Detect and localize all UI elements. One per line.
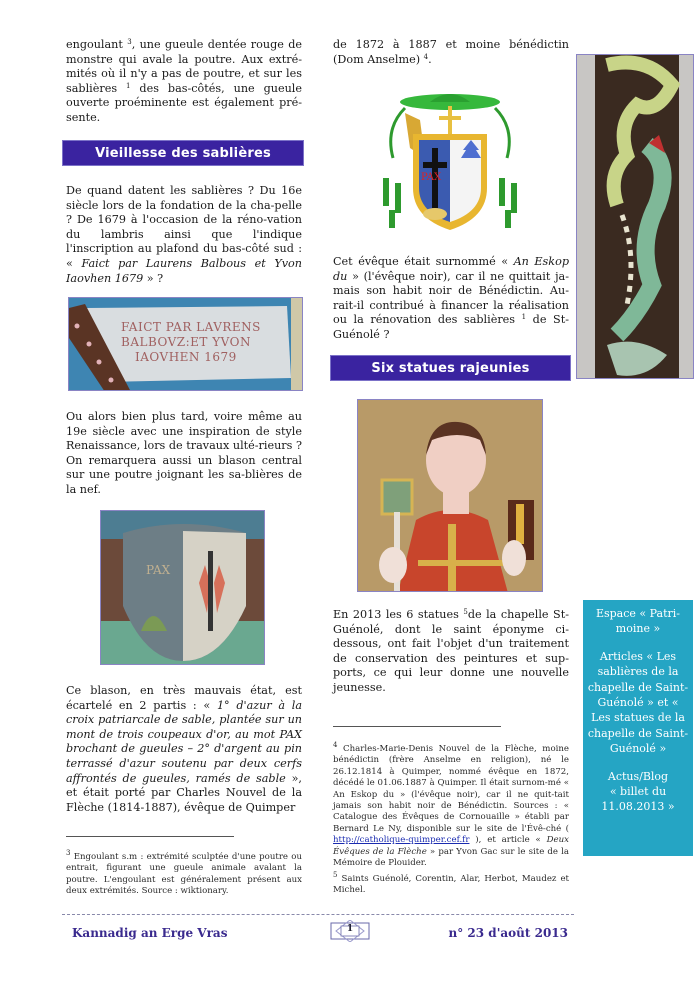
saint-statue-illustration: [358, 400, 543, 592]
section-heading-vieillesse: Vieillesse des sablières: [62, 140, 304, 166]
col1-paragraph-3: Ou alors bien plus tard, voire même au 19e siècle avec une inspiration de style Renaissance, lors de travaux ulté-rieurs ? On remarquera aussi un blason central sur une poutre joignant les sa-blières de la nef.: [66, 410, 302, 496]
footer-publication-name: Kannadig an Erge Vras: [72, 926, 228, 940]
section-heading-six-statues: Six statues rajeunies: [330, 355, 571, 381]
footnote-ref-1b[interactable]: 1: [521, 313, 527, 322]
footnote-divider-1: [66, 836, 234, 837]
sabliere-carving-photo: [576, 54, 694, 379]
saint-statue-photo: [357, 399, 543, 592]
website-links-box: [583, 600, 693, 856]
col1-paragraph-1: engoulant $^3$, une gueule dentée rouge de monstre qui avale la poutre. Aux extré-mités où il n'y a pas de poutre, et sur les sablières $^1$ des bas-côtés, une gueule ouverte proéminente est également pré-sente.: [66, 38, 302, 124]
page-number-badge: [330, 920, 370, 942]
footnote-ref-5[interactable]: 5: [463, 608, 468, 616]
blason-illustration: [101, 511, 265, 665]
footnote-ref-1[interactable]: 1: [126, 81, 131, 90]
footnote-4: $^4$ Charles-Marie-Denis Nouvel de la Flèche, moine bénédictin (frère Anselme en religion), né le 26.12.1814 à Quimper, nommé évêque en 1872, décédé le 01.06.1887 à Quimper. Il était surnom-mé « An Eskop du » (l'évêque noir), car il ne quit-tait jamais son habit noir de Bénédictin. Sources : « Catalogue des Évêques de Cornouaille » établi par Bernard Le Ny, disponible sur le site de l'Évê-ché ( http://catholique-quimper.cef.fr ), et article « Deux Évêques de la Flèche » par Yvon Gac sur le site de la Mémoire de Plouider.: [333, 741, 569, 869]
col2-paragraph-1: de 1872 à 1887 et moine bénédictin (Dom Anselme) $^4$.: [333, 38, 569, 66]
blason-photo: [100, 510, 265, 665]
sidebar-espace-patrimoine[interactable]: Espace « Patri-moine »: [595, 607, 681, 636]
sidebar-articles[interactable]: Articles « Les sablières de la chapelle de Saint-Guénolé » et « Les statues de la chapelle de Saint-Guénolé »: [587, 649, 689, 756]
footer-issue: n° 23 d'août 2013: [448, 926, 568, 940]
col1-paragraph-2: De quand datent les sablières ? Du 16e siècle lors de la fondation de la cha-pelle ? De 1679 à l'occasion de la réno-vation du lambris ainsi que l'indique l'inscription au plafond du bas-côté sud : « Faict par Laurens Balbous et Yvon Iaovhen 1679 » ?: [66, 184, 302, 285]
footnote-5: $^5$ Saints Guénolé, Corentin, Alar, Herbot, Maudez et Michel.: [333, 871, 569, 896]
inscription-photo: [68, 297, 303, 391]
sidebar-actus-blog[interactable]: Actus/Blog « billet du 11.08.2013 »: [601, 769, 675, 814]
col2-paragraph-2: Cet évêque était surnommé « An Eskop du » (l'évêque noir), car il ne quittait ja-mais son habit noir de Bénédictin. Au-rait-il contribué à financer la réalisation ou la rénovation des sablières $^1$ de St-Guénolé ?: [333, 255, 569, 341]
footnote-ref-4[interactable]: 4: [423, 52, 429, 61]
footnote-ref-3[interactable]: 3: [127, 38, 132, 46]
coat-of-arms-illustration: [375, 88, 525, 238]
footer-divider: [62, 914, 574, 915]
footnote-divider-2: [333, 726, 501, 727]
inscription-text: FAICT PAR LAVRENS BALBOVZ:ET YVON IAOVHEN 1679: [121, 320, 261, 364]
sabliere-carving-illustration: [577, 55, 694, 379]
page-number: 1: [346, 924, 354, 934]
col1-paragraph-4: Ce blason, en très mauvais état, est écartelé en 2 partis : « 1° d'azur à la croix patriarcale de sable, plantée sur un mont de trois coupeaux d'or, au mot PAX brochant de gueules – 2° d'argent au pin terrassé d'azur soutenu par deux cerfs affrontés de gueules, ramés de sable », et était porté par Charles Nouvel de la Flèche (1814-1887), évêque de Quimper: [66, 684, 303, 814]
coat-of-arms-pax: PAX: [421, 172, 442, 183]
catholique-quimper-link[interactable]: http://catholique-quimper.cef.fr: [333, 835, 470, 846]
col2-paragraph-3: En 2013 les 6 statues $^5$de la chapelle St-Guénolé, dont le saint éponyme ci-dessous, ont fait l'objet d'un traitement de conservation des peintures et sup-ports, ce qui leur donne une nouvelle jeunesse.: [333, 608, 569, 694]
blason-pax-text: PAX: [146, 563, 171, 577]
footnote-3: $^3$ Engoulant s.m : extrémité sculptée d'une poutre ou entrait, figurant une gueule animale avalant la poutre. L'engoulant est généralement présent aux deux extrémités. Source : wiktionary.: [66, 849, 302, 897]
coat-of-arms: [375, 88, 525, 238]
